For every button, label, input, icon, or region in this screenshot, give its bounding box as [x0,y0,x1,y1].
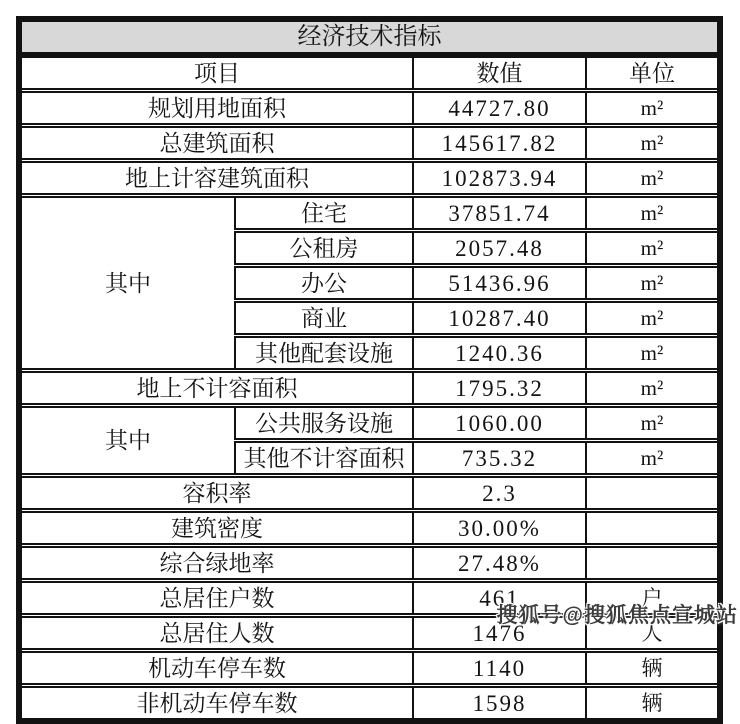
item-cell: 总居住户数 [19,581,413,616]
table-row [19,371,720,406]
item-cell: 商业 [235,301,413,336]
item-cell: 容积率 [19,476,413,511]
value-cell: 37851.74 [413,196,586,231]
unit-cell [586,511,720,546]
value-cell: 1240.36 [413,336,586,371]
item-cell: 住宅 [235,196,413,231]
value-cell: 10287.40 [413,301,586,336]
table-title: 经济技术指标 [19,19,720,55]
table-row [19,406,720,441]
unit-cell: 辆 [586,651,720,686]
unit-cell: m² [586,126,720,161]
value-cell: 1476 [413,616,586,651]
unit-cell [586,546,720,581]
unit-cell: m² [586,266,720,301]
item-cell: 公租房 [235,231,413,266]
item-cell: 总居住人数 [19,616,413,651]
value-cell: 1140 [413,651,586,686]
header-unit: 单位 [586,55,720,91]
item-cell: 公共服务设施 [235,406,413,441]
unit-cell [586,476,720,511]
unit-cell: m² [586,91,720,126]
table-row [19,476,720,511]
table-row [19,651,720,686]
unit-cell: m² [586,406,720,441]
watermark-text: 搜狐号@搜狐焦点宣城站 [496,604,738,627]
item-cell: 规划用地面积 [19,91,413,126]
value-cell: 735.32 [413,441,586,476]
table-row [19,91,720,126]
value-cell: 51436.96 [413,266,586,301]
item-cell: 综合绿地率 [19,546,413,581]
unit-cell: m² [586,441,720,476]
item-cell: 地上不计容面积 [19,371,413,406]
unit-cell: 人 [586,616,720,651]
unit-cell: m² [586,371,720,406]
table-row [19,511,720,546]
value-cell: 1598 [413,686,586,722]
table-row [19,196,720,231]
unit-cell: 户 [586,581,720,616]
table-row [19,126,720,161]
unit-cell: m² [586,196,720,231]
value-cell: 2057.48 [413,231,586,266]
unit-cell: m² [586,336,720,371]
value-cell: 461 [413,581,586,616]
value-cell: 27.48% [413,546,586,581]
header-row [19,55,720,91]
value-cell: 30.00% [413,511,586,546]
unit-cell: 辆 [586,686,720,722]
item-cell: 建筑密度 [19,511,413,546]
table-row [19,686,720,722]
table-row [19,546,720,581]
value-cell: 44727.80 [413,91,586,126]
value-cell: 1060.00 [413,406,586,441]
header-value: 数值 [413,55,586,91]
item-cell: 办公 [235,266,413,301]
item-cell: 非机动车停车数 [19,686,413,722]
item-cell: 地上计容建筑面积 [19,161,413,196]
group-cell: 其中 [19,196,235,371]
title-row [19,19,720,55]
item-cell: 其他不计容面积 [235,441,413,476]
unit-cell: m² [586,301,720,336]
unit-cell: m² [586,231,720,266]
value-cell: 1795.32 [413,371,586,406]
item-cell: 其他配套设施 [235,336,413,371]
item-cell: 总建筑面积 [19,126,413,161]
item-cell: 机动车停车数 [19,651,413,686]
header-item: 项目 [19,55,413,91]
value-cell: 145617.82 [413,126,586,161]
unit-cell: m² [586,161,720,196]
value-cell: 2.3 [413,476,586,511]
value-cell: 102873.94 [413,161,586,196]
group-cell: 其中 [19,406,235,476]
table-row [19,161,720,196]
